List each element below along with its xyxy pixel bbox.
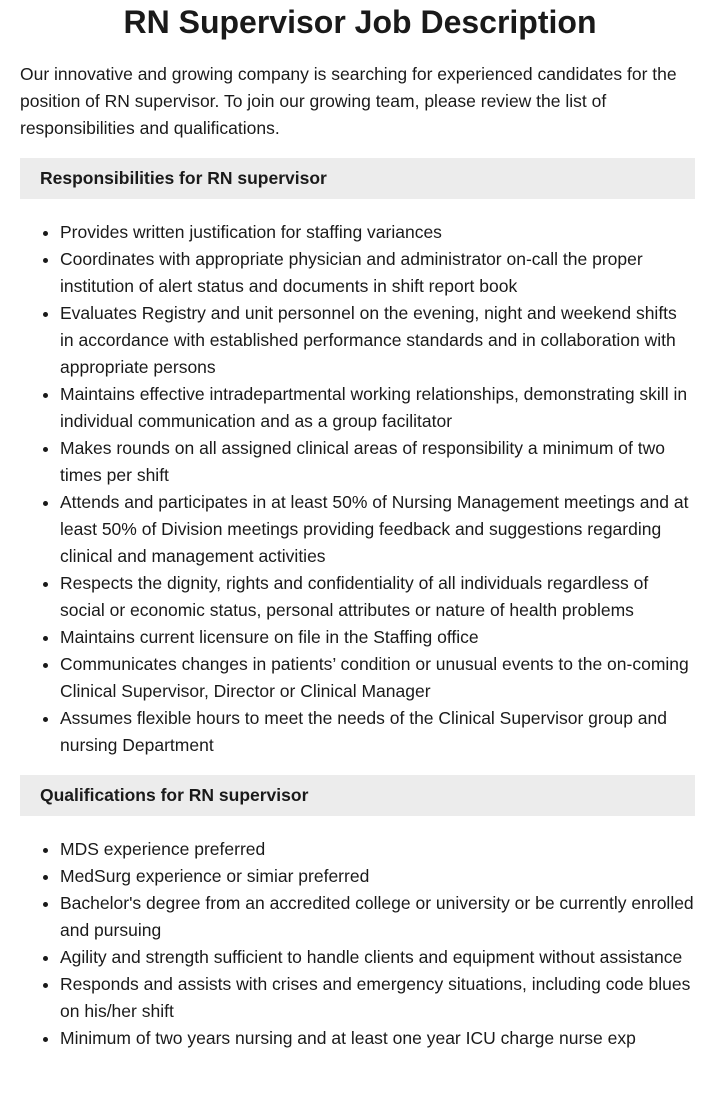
list-item: • Attends and participates in at least 50% of Nursing Management meetings and at least 50% of Division meetings providing feedback and suggestions regarding clinical and management activities [60,489,695,570]
list-item: • Responds and assists with crises and emergency situations, including code blues on his/her shift [60,971,695,1025]
responsibilities-list [20,219,695,759]
list-item: • Respects the dignity, rights and confidentiality of all individuals regardless of social or economic status, personal attributes or nature of health problems [60,570,695,624]
list-item: • Communicates changes in patients’ condition or unusual events to the on-coming Clinical Supervisor, Director or Clinical Manager [60,651,695,705]
responsibilities-heading: Responsibilities for RN supervisor [20,158,695,199]
list-item: • MDS experience preferred [60,836,695,863]
list-item: • Assumes flexible hours to meet the needs of the Clinical Supervisor group and nursing Department [60,705,695,759]
list-item: • Coordinates with appropriate physician and administrator on-call the proper institution of alert status and documents in shift report book [60,246,695,300]
list-item: • Provides written justification for staffing variances [60,219,695,246]
list-item: • Evaluates Registry and unit personnel on the evening, night and weekend shifts in accordance with established performance standards and in collaboration with appropriate persons [60,300,695,381]
list-item: • Agility and strength sufficient to handle clients and equipment without assistance [60,944,695,971]
page-title: RN Supervisor Job Description [123,4,597,40]
list-item: • Minimum of two years nursing and at least one year ICU charge nurse exp [60,1025,695,1052]
list-item: • MedSurg experience or simiar preferred [60,863,695,890]
list-item: • Maintains current licensure on file in the Staffing office [60,624,695,651]
qualifications-list [20,836,695,1052]
intro-paragraph: Our innovative and growing company is searching for experienced candidates for the position of RN supervisor. To join our growing team, please review the list of responsibilities and qualifications. [20,64,677,138]
list-item: • Bachelor's degree from an accredited college or university or be currently enrolled and pursuing [60,890,695,944]
qualifications-heading: Qualifications for RN supervisor [20,775,695,816]
list-item: • Maintains effective intradepartmental working relationships, demonstrating skill in individual communication and as a group facilitator [60,381,695,435]
list-item: • Makes rounds on all assigned clinical areas of responsibility a minimum of two times per shift [60,435,695,489]
